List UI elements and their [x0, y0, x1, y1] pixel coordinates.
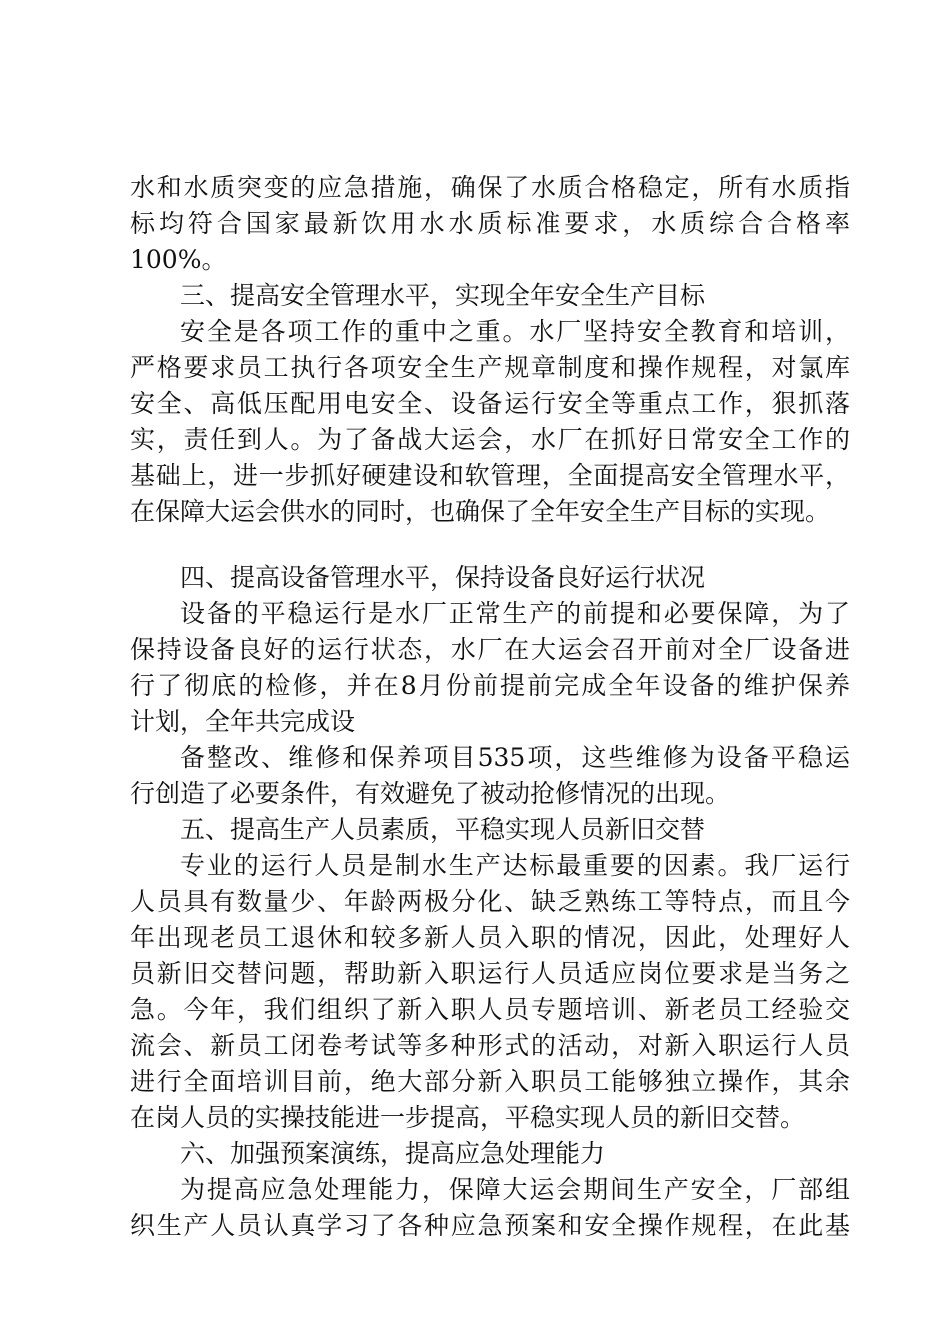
body-line: 备整改、维修和保养项目535项，这些维修为设备平稳运: [180, 743, 850, 772]
section-heading-5: 五、提高生产人员素质，平稳实现人员新旧交替: [180, 815, 706, 844]
body-line: 基础上，进一步抓好硬建设和软管理，全面提高安全管理水平，: [130, 461, 850, 490]
body-line: 专业的运行人员是制水生产达标最重要的因素。我厂运行: [180, 851, 850, 880]
body-line: 为提高应急处理能力，保障大运会期间生产安全，厂部组: [180, 1175, 850, 1204]
body-line: 年出现老员工退休和较多新人员入职的情况，因此，处理好人: [130, 923, 850, 952]
body-line: 100%。: [130, 245, 227, 274]
body-line: 行了彻底的检修，并在8月份前提前完成全年设备的维护保养: [130, 671, 850, 700]
body-line: 实，责任到人。为了备战大运会，水厂在抓好日常安全工作的: [130, 425, 850, 454]
body-line: 安全、高低压配用电安全、设备运行安全等重点工作，狠抓落: [130, 389, 850, 418]
body-line: 在保障大运会供水的同时，也确保了全年安全生产目标的实现。: [130, 497, 831, 526]
section-heading-6: 六、加强预案演练，提高应急处理能力: [180, 1139, 606, 1168]
body-line: 设备的平稳运行是水厂正常生产的前提和必要保障，为了: [180, 599, 850, 628]
body-line: 织生产人员认真学习了各种应急预案和安全操作规程，在此基: [130, 1211, 850, 1240]
body-line: 计划，全年共完成设: [130, 707, 356, 736]
body-line: 急。今年，我们组织了新入职人员专题培训、新老员工经验交: [130, 995, 850, 1024]
body-line: 流会、新员工闭卷考试等多种形式的活动，对新入职运行人员: [130, 1031, 850, 1060]
section-heading-3: 三、提高安全管理水平，实现全年安全生产目标: [180, 281, 706, 310]
body-line: 水和水质突变的应急措施，确保了水质合格稳定，所有水质指: [130, 173, 850, 202]
body-line: 在岗人员的实操技能进一步提高，平稳实现人员的新旧交替。: [130, 1103, 806, 1132]
body-line: 进行全面培训目前，绝大部分新入职员工能够独立操作，其余: [130, 1067, 850, 1096]
section-heading-4: 四、提高设备管理水平，保持设备良好运行状况: [180, 563, 706, 592]
body-line: 严格要求员工执行各项安全生产规章制度和操作规程，对氯库: [130, 353, 850, 382]
body-line: 行创造了必要条件，有效避免了被动抢修情况的出现。: [130, 779, 731, 808]
body-line: 人员具有数量少、年龄两极分化、缺乏熟练工等特点，而且今: [130, 887, 850, 916]
body-line: 员新旧交替问题，帮助新入职运行人员适应岗位要求是当务之: [130, 959, 850, 988]
body-line: 保持设备良好的运行状态，水厂在大运会召开前对全厂设备进: [130, 635, 850, 664]
body-line: 标均符合国家最新饮用水水质标准要求，水质综合合格率: [130, 209, 850, 238]
body-line: 安全是各项工作的重中之重。水厂坚持安全教育和培训，: [180, 317, 850, 346]
